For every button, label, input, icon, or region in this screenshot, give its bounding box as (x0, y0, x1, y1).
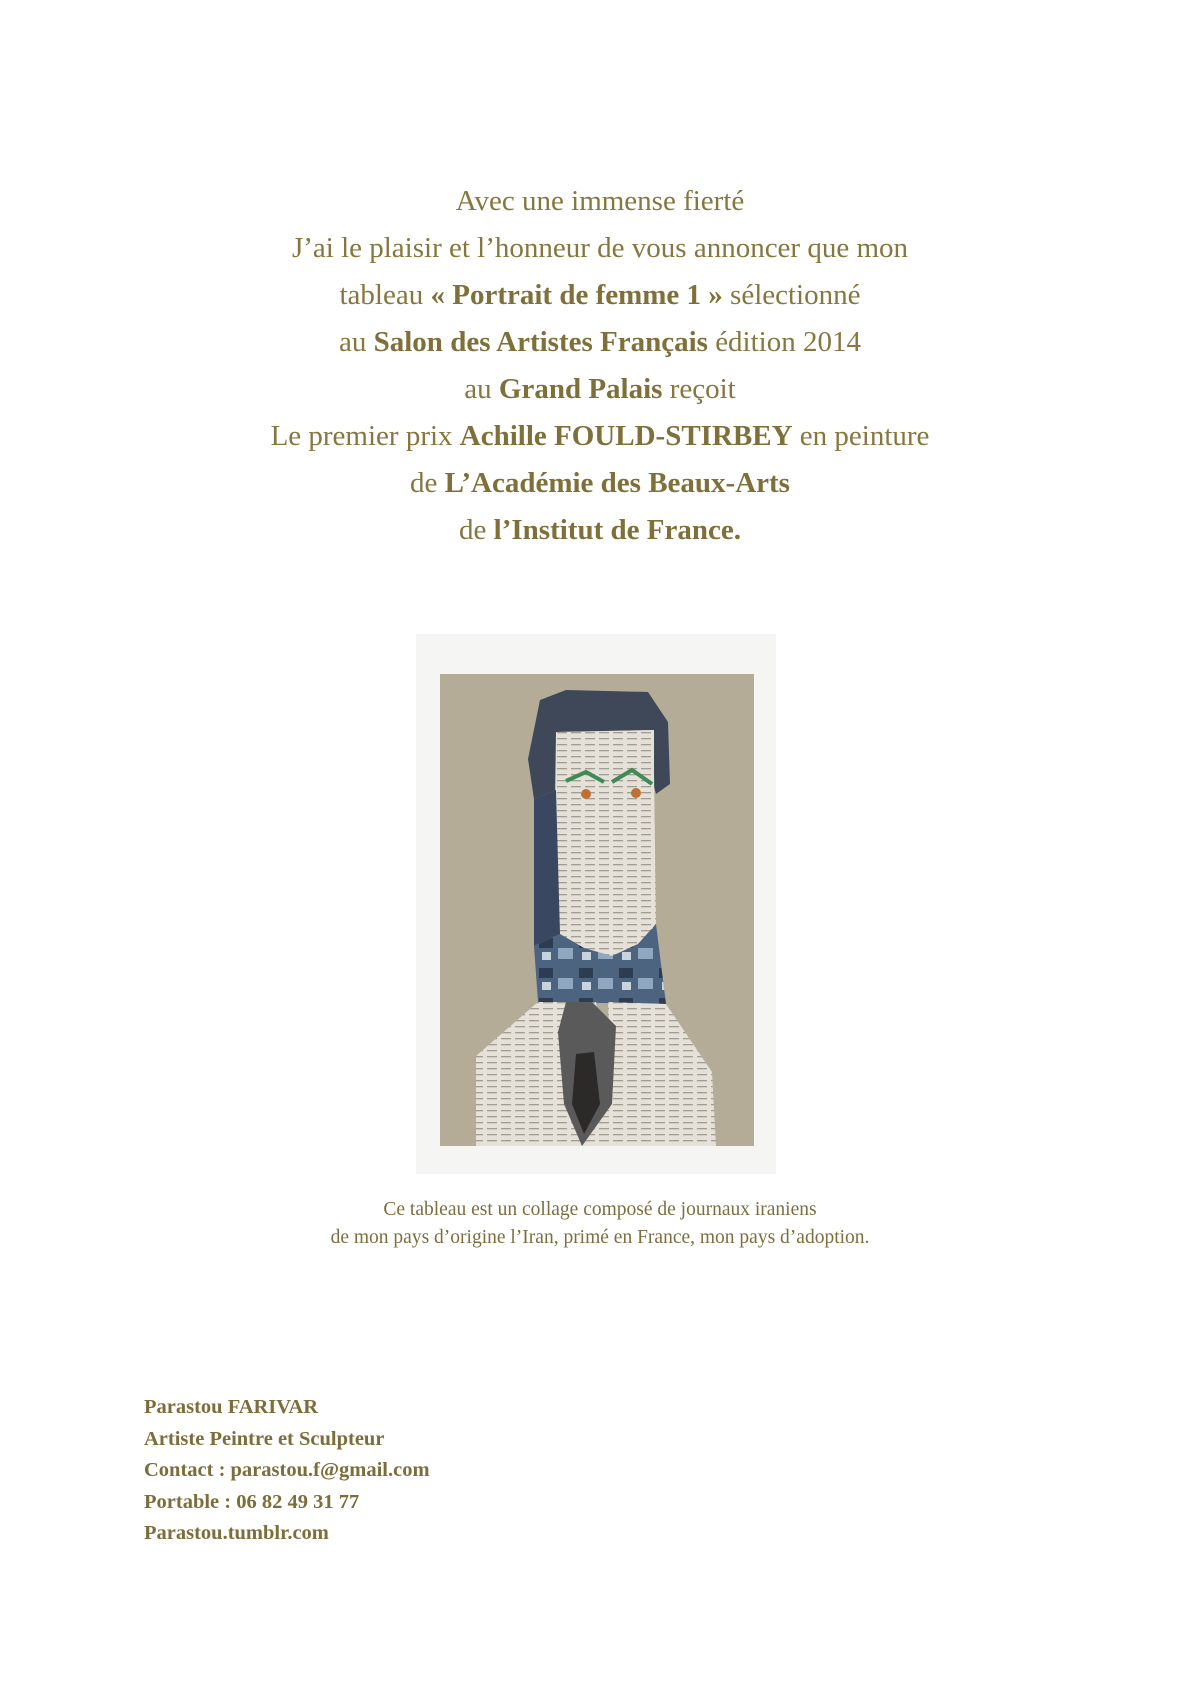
announcement-line-5 (0, 366, 1200, 413)
salon-name: Salon des Artistes Français (373, 326, 708, 358)
eye-right (631, 788, 641, 798)
text: de (459, 514, 494, 546)
announcement-line-6 (0, 413, 1200, 460)
venue-name: Grand Palais (498, 373, 663, 405)
face-collage (554, 730, 656, 956)
artist-name: Parastou FARIVAR (144, 1396, 319, 1418)
text: sélectionné (722, 279, 861, 311)
artwork-photo (416, 634, 776, 1174)
announcement-line-3 (0, 272, 1200, 319)
contact-phone: Portable : 06 82 49 31 77 (144, 1490, 360, 1513)
announcement-line-2: J’ai le plaisir et l’honneur de vous annoncer que mon (291, 232, 909, 264)
text: Le premier prix (270, 420, 460, 452)
contact-block (144, 1392, 430, 1550)
text: reçoit (662, 373, 736, 405)
announcement-line-4 (0, 319, 1200, 366)
caption-line-1: Ce tableau est un collage composé de journaux iraniens (383, 1199, 817, 1220)
contact-website: Parastou.tumblr.com (144, 1522, 329, 1544)
text: édition 2014 (707, 326, 861, 358)
text: de (410, 467, 445, 499)
announcement-line-8 (0, 507, 1200, 554)
institute-name: l’Institut de France. (493, 514, 741, 546)
painting-title: « Portrait de femme 1 » (430, 279, 723, 311)
collage-portrait-image (416, 634, 776, 1174)
artist-title: Artiste Peintre et Sculpteur (144, 1427, 385, 1450)
figure-side-hair (534, 790, 560, 946)
text: tableau (339, 279, 431, 311)
text: au (339, 326, 374, 358)
caption-line-2: de mon pays d’origine l’Iran, primé en France, mon pays d’adoption. (330, 1227, 870, 1248)
artwork-caption (0, 1196, 1200, 1252)
announcement-line-7 (0, 460, 1200, 507)
announcement (0, 178, 1200, 554)
contact-email: Contact : parastou.f@gmail.com (144, 1459, 430, 1481)
academy-name: L’Académie des Beaux-Arts (444, 467, 790, 499)
eye-left (581, 789, 591, 799)
announcement-line-1: Avec une immense fierté (455, 185, 745, 217)
text: au (464, 373, 499, 405)
text: en peinture (792, 420, 930, 452)
prize-name: Achille FOULD-STIRBEY (459, 420, 793, 452)
